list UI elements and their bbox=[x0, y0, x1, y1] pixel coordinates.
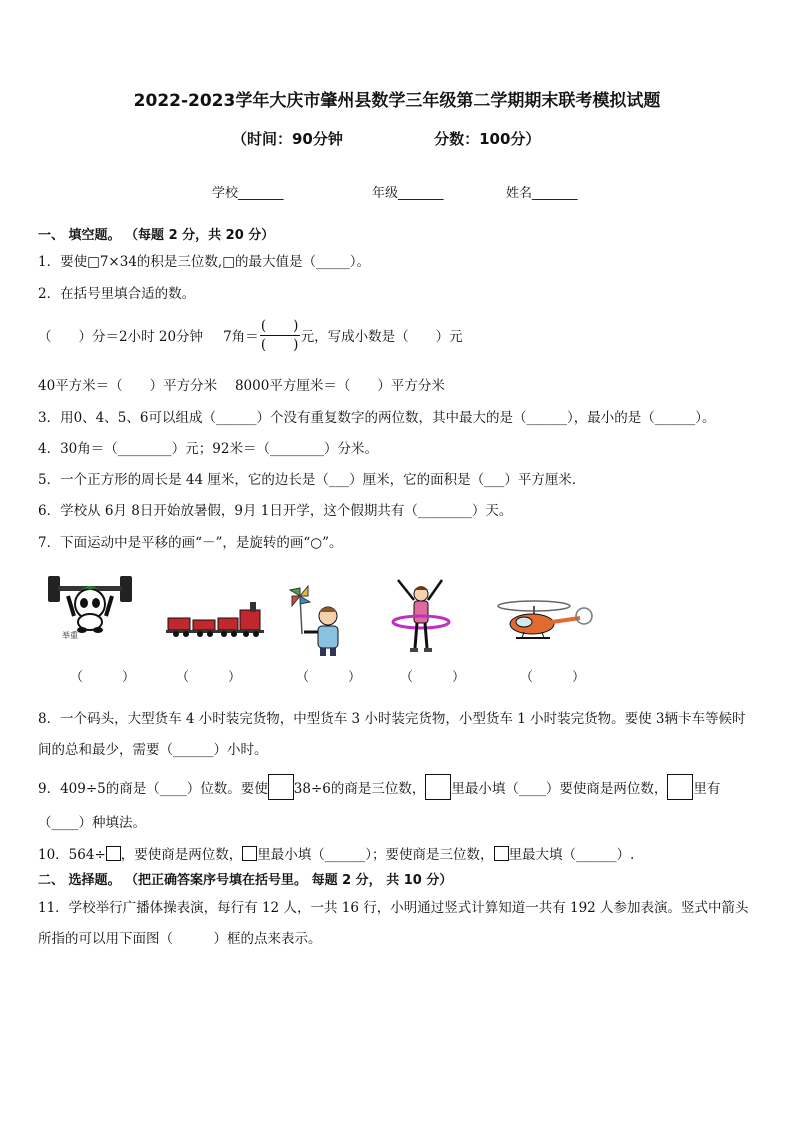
answer-blank-2[interactable]: （ ） bbox=[176, 670, 242, 685]
grade-field[interactable]: 年级_______ bbox=[372, 186, 444, 201]
fraction-numerator: ( ) bbox=[260, 317, 299, 334]
school-field[interactable]: 学校_______ bbox=[212, 186, 284, 201]
page-title: 2022-2023学年大庆市肇州县数学三年级第二学期期末联考模拟试题 bbox=[133, 91, 661, 111]
time-label: （时间：90分钟 bbox=[232, 130, 343, 148]
question-2: 2．在括号里填合适的数。 bbox=[38, 286, 196, 302]
question-10 bbox=[38, 843, 634, 863]
fraction bbox=[260, 317, 300, 354]
q2-part-a: （ ）分＝2小时 20分钟 bbox=[38, 329, 204, 345]
q2-part-b-prefix: 7角＝ bbox=[223, 329, 259, 345]
question-8-line1: 8．一个码头，大型货车 4 小时装完货物，中型货车 3 小时装完货物，小型货车 1 小时装完货物。要使 3辆卡车等候时 bbox=[38, 711, 746, 727]
answer-box[interactable] bbox=[425, 774, 451, 800]
question-8-line2: 间的总和最少，需要（______）小时。 bbox=[38, 742, 268, 758]
answer-box[interactable] bbox=[106, 846, 121, 861]
answer-blank-3[interactable]: （ ） bbox=[296, 670, 362, 685]
q9-text-2: 38÷6的商是三位数， bbox=[293, 781, 426, 797]
question-6: 6．学校从 6月 8日开始放暑假，9月 1日开学，这个假期共有（________）天。 bbox=[38, 503, 513, 519]
exam-meta bbox=[232, 128, 632, 149]
answer-box[interactable] bbox=[494, 846, 509, 861]
fraction-denominator: ( ) bbox=[260, 336, 299, 353]
q10-text-3: 里最小填（______）；要使商是三位数， bbox=[257, 847, 494, 863]
q9-text-3: 里最小填（____）要使商是两位数， bbox=[451, 781, 668, 797]
section-heading-fill-blank: 一、 填空题。 （每题 2 分，共 20 分） bbox=[38, 228, 275, 243]
helicopter-image bbox=[494, 596, 598, 644]
pinwheel-boy-image bbox=[284, 582, 354, 658]
q2-part-b-suffix: 元，写成小数是（ ）元 bbox=[300, 329, 463, 345]
question-2-row1 bbox=[38, 313, 463, 357]
question-11-line2: 所指的可以用下面图（ ）框的点来表示。 bbox=[38, 931, 322, 947]
answer-box[interactable] bbox=[667, 774, 693, 800]
answer-box[interactable] bbox=[242, 846, 257, 861]
question-7: 7．下面运动中是平移的画“－”，是旋转的画“○”。 bbox=[38, 535, 343, 551]
question-9-line1 bbox=[38, 774, 720, 800]
weightlifting-panda-image bbox=[44, 566, 136, 644]
q10-text-2: ，要使商是两位数， bbox=[120, 847, 243, 863]
hula-hoop-girl-image bbox=[386, 576, 456, 656]
question-5: 5．一个正方形的周长是 44 厘米，它的边长是（___）厘米，它的面积是（___）平方厘米． bbox=[38, 472, 586, 488]
answer-blank-4[interactable]: （ ） bbox=[400, 670, 466, 685]
answer-blank-5[interactable]: （ ） bbox=[520, 670, 586, 685]
section-heading-multiple-choice: 二、 选择题。 （把正确答案序号填在括号里。 每题 2 分， 共 10 分） bbox=[38, 873, 453, 888]
score-label: 分数：100分） bbox=[434, 130, 541, 148]
answer-box[interactable] bbox=[268, 774, 294, 800]
weightlifting-caption: 举重 bbox=[62, 631, 78, 640]
q10-text-4: 里最大填（______）. bbox=[508, 847, 635, 863]
question-2-row2: 40平方米＝（ ）平方分米 8000平方厘米＝（ ）平方分米 bbox=[38, 378, 445, 394]
q10-text-1: 10．564÷ bbox=[38, 847, 106, 863]
question-9-line2: （____）种填法。 bbox=[38, 815, 146, 831]
answer-blank-1[interactable]: （ ） bbox=[70, 670, 136, 685]
name-field[interactable]: 姓名_______ bbox=[506, 186, 578, 201]
train-image bbox=[166, 598, 266, 640]
question-3: 3．用0、4、5、6可以组成（______）个没有重复数字的两位数，其中最大的是（______），最小的是（______）。 bbox=[38, 410, 716, 426]
question-4: 4．30角＝（________）元；92米＝（________）分米。 bbox=[38, 441, 378, 457]
q9-text-1: 9．409÷5的商是（____）位数。要使 bbox=[38, 781, 268, 797]
question-11-line1: 11．学校举行广播体操表演，每行有 12 人，一共 16 行，小明通过竖式计算知道一共有 192 人参加表演。竖式中箭头 bbox=[38, 900, 749, 916]
question-1: 1．要使□7×34的积是三位数,□的最大值是（_____）。 bbox=[38, 254, 370, 270]
q9-text-4: 里有 bbox=[693, 781, 721, 797]
